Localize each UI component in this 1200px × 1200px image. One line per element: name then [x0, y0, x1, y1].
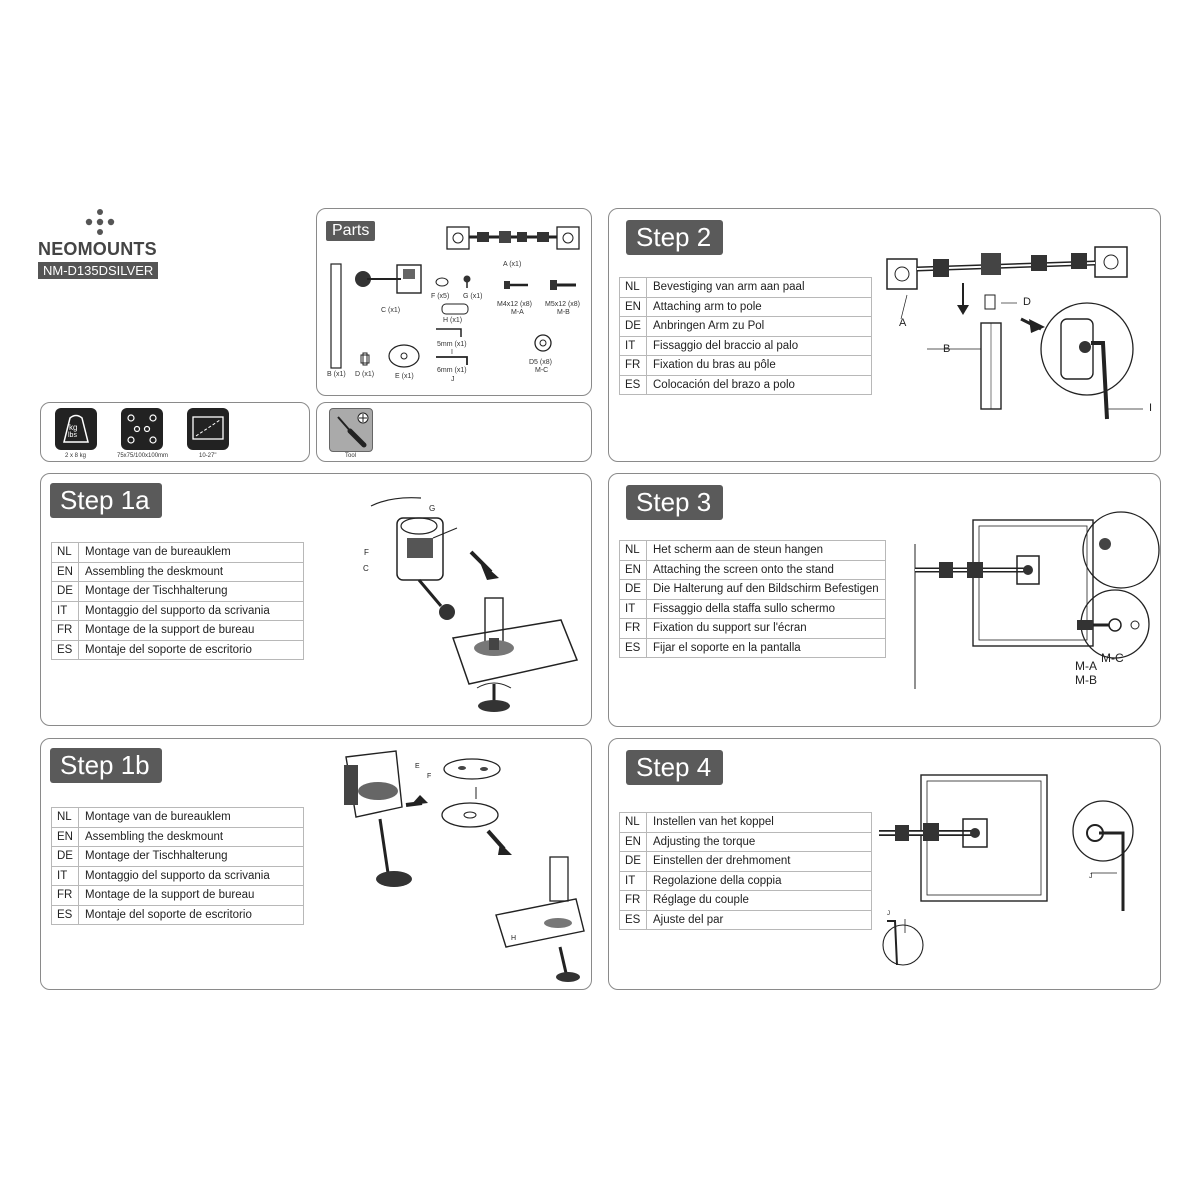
specs-panel: [40, 402, 310, 462]
base-plate-part-illustration: [387, 343, 421, 369]
instruction-text: Réglage du couple: [647, 891, 872, 911]
language-row: [52, 866, 304, 886]
language-code: FR: [620, 891, 647, 911]
step1b-panel: [40, 738, 592, 990]
language-row: [620, 638, 886, 658]
instruction-text: Montage van de bureauklem: [79, 808, 304, 828]
language-row: [620, 871, 872, 891]
language-code: ES: [52, 640, 79, 660]
language-code: NL: [620, 278, 647, 298]
instruction-text: Attaching arm to pole: [647, 297, 872, 317]
language-code: EN: [620, 832, 647, 852]
language-row: [52, 601, 304, 621]
step4-title: Step 4: [626, 750, 723, 785]
step1a-clamp-illustration: [361, 488, 581, 718]
tool-label: Tool: [345, 453, 357, 459]
language-row: [620, 580, 886, 600]
step1a-panel: [40, 473, 592, 726]
language-row: [52, 886, 304, 906]
language-code: DE: [52, 582, 79, 602]
instruction-text: Fissaggio del braccio al palo: [647, 336, 872, 356]
language-code: EN: [52, 562, 79, 582]
language-row: [620, 317, 872, 337]
language-row: [620, 560, 886, 580]
clamp-part-illustration: [353, 261, 425, 301]
instruction-text: Instellen van het koppel: [647, 813, 872, 833]
screen-size-value: 10-27": [199, 453, 217, 459]
instruction-text: Einstellen der drehmoment: [647, 852, 872, 872]
language-code: EN: [620, 560, 647, 580]
step1b-label-h: H: [511, 935, 517, 942]
step4-panel: [608, 738, 1161, 990]
step1a-title: Step 1a: [50, 483, 162, 518]
step1b-title: Step 1b: [50, 748, 162, 783]
step2-arm-pole-illustration: [881, 239, 1151, 451]
instruction-text: Het scherm aan de steun hangen: [647, 541, 886, 561]
language-row: [52, 543, 304, 563]
part-i-size-label: 5mm (x1): [437, 341, 467, 348]
part-f-label: F (x5): [431, 293, 450, 300]
screw-m5-part-illustration: [549, 279, 577, 291]
weight-icon-kg: kg: [69, 423, 78, 432]
language-code: ES: [620, 638, 647, 658]
instruction-text: Montaggio del supporto da scrivania: [79, 601, 304, 621]
instruction-text: Montaggio del supporto da scrivania: [79, 866, 304, 886]
language-code: NL: [52, 808, 79, 828]
adapter-part-illustration: [359, 353, 371, 365]
step1a-label-f: F: [364, 548, 369, 557]
instruction-text: Assembling the deskmount: [79, 562, 304, 582]
language-row: [52, 562, 304, 582]
step1b-language-table: [51, 807, 304, 925]
language-code: DE: [620, 580, 647, 600]
screw-m4-part-illustration: [503, 279, 529, 291]
part-mc-label: M-C: [535, 367, 549, 374]
step3-label-mc: M-C: [1101, 651, 1124, 665]
language-row: [620, 297, 872, 317]
step2-title: Step 2: [626, 220, 723, 255]
arm-part-illustration: [443, 223, 583, 259]
instruction-text: Fijar el soporte en la pantalla: [647, 638, 886, 658]
instruction-text: Regolazione della coppia: [647, 871, 872, 891]
step2-label-b: B: [943, 343, 951, 355]
language-code: IT: [620, 336, 647, 356]
instruction-text: Montaje del soporte de escritorio: [79, 905, 304, 925]
language-code: IT: [620, 871, 647, 891]
language-row: [52, 827, 304, 847]
instruction-text: Adjusting the torque: [647, 832, 872, 852]
language-row: [52, 808, 304, 828]
part-i-label: I: [451, 349, 453, 356]
screw-g-part-illustration: [461, 275, 473, 289]
part-g-label: G (x1): [463, 293, 483, 300]
language-code: DE: [52, 847, 79, 867]
weight-value: 2 x 8 kg: [65, 453, 87, 459]
language-row: [620, 336, 872, 356]
part-ma-label: M-A: [511, 309, 524, 316]
step4-label-j: J: [1089, 873, 1093, 880]
step1b-label-e: E: [415, 763, 420, 770]
language-row: [620, 599, 886, 619]
language-code: EN: [620, 297, 647, 317]
washer-d5-part-illustration: [533, 333, 553, 353]
language-row: [620, 278, 872, 298]
language-code: IT: [620, 599, 647, 619]
weight-icon: [55, 408, 97, 450]
part-d-label: D (x1): [355, 371, 375, 378]
language-code: ES: [620, 375, 647, 395]
step3-label-ma: M-A: [1075, 659, 1097, 673]
language-row: [52, 847, 304, 867]
language-row: [620, 852, 872, 872]
language-row: [620, 910, 872, 930]
language-row: [52, 905, 304, 925]
instruction-text: Montaje del soporte de escritorio: [79, 640, 304, 660]
part-j-size-label: 6mm (x1): [437, 367, 467, 374]
step3-title: Step 3: [626, 485, 723, 520]
instruction-text: Montage de la support de bureau: [79, 621, 304, 641]
step3-screen-mount-illustration: [905, 514, 1155, 694]
step1b-assembly-illustration: [336, 747, 586, 987]
vesa-icon: [121, 408, 163, 450]
step4-torque-illustration: [873, 769, 1153, 989]
language-code: DE: [620, 317, 647, 337]
language-code: IT: [52, 601, 79, 621]
instruction-text: Fixation du bras au pôle: [647, 356, 872, 376]
language-row: [52, 640, 304, 660]
language-row: [620, 619, 886, 639]
instruction-text: Bevestiging van arm aan paal: [647, 278, 872, 298]
part-a-label: A (x1): [503, 261, 522, 268]
language-row: [620, 891, 872, 911]
step2-label-d: D: [1023, 296, 1031, 308]
language-row: [620, 375, 872, 395]
language-code: IT: [52, 866, 79, 886]
part-mc-size-label: D5 (x8): [529, 359, 552, 366]
language-row: [620, 356, 872, 376]
language-row: [52, 582, 304, 602]
step1a-language-table: [51, 542, 304, 660]
step3-panel: [608, 473, 1161, 727]
language-code: ES: [620, 910, 647, 930]
language-code: FR: [52, 621, 79, 641]
part-mb-label: M-B: [557, 309, 570, 316]
part-e-label: E (x1): [395, 373, 414, 380]
allen-key-6mm-illustration: [435, 355, 471, 367]
instruction-text: Colocación del brazo a polo: [647, 375, 872, 395]
parts-title: Parts: [326, 221, 375, 241]
weight-icon-lbs: lbs: [68, 432, 77, 439]
language-row: [620, 813, 872, 833]
step4-label-j-small: J: [887, 911, 890, 917]
instruction-text: Anbringen Arm zu Pol: [647, 317, 872, 337]
step3-language-table: [619, 540, 886, 658]
instruction-text: Fissaggio della staffa sullo schermo: [647, 599, 886, 619]
instruction-text: Fixation du support sur l'écran: [647, 619, 886, 639]
language-code: FR: [620, 356, 647, 376]
step2-panel: [608, 208, 1161, 462]
spacer-part-illustration: [441, 303, 469, 315]
language-code: ES: [52, 905, 79, 925]
instruction-text: Die Halterung auf den Bildschirm Befestigen: [647, 580, 886, 600]
step2-label-a: A: [899, 317, 907, 329]
part-j-label: J: [451, 376, 455, 383]
language-code: FR: [52, 886, 79, 906]
step1a-label-g: G: [429, 504, 436, 513]
language-code: FR: [620, 619, 647, 639]
instruction-text: Assembling the deskmount: [79, 827, 304, 847]
language-row: [620, 541, 886, 561]
part-c-label: C (x1): [381, 307, 401, 314]
instruction-text: Ajuste del par: [647, 910, 872, 930]
language-row: [620, 832, 872, 852]
screwdriver-icon: [329, 408, 373, 452]
allen-key-5mm-illustration: [435, 327, 465, 339]
tool-panel: [316, 402, 592, 462]
parts-panel: [316, 208, 592, 396]
step2-label-i: I: [1149, 402, 1153, 414]
part-b-label: B (x1): [327, 371, 346, 378]
brand-logo-icon: [80, 208, 120, 236]
step1b-label-f: F: [427, 773, 432, 780]
language-code: EN: [52, 827, 79, 847]
step3-label-mb: M-B: [1075, 673, 1097, 687]
instruction-text: Attaching the screen onto the stand: [647, 560, 886, 580]
part-h-label: H (x1): [443, 317, 463, 324]
step4-language-table: [619, 812, 872, 930]
language-code: DE: [620, 852, 647, 872]
step2-language-table: [619, 277, 872, 395]
step1a-label-c: C: [363, 564, 369, 573]
language-code: NL: [620, 541, 647, 561]
screen-size-icon: [187, 408, 229, 450]
pole-part-illustration: [329, 263, 343, 369]
part-ma-size-label: M4x12 (x8): [497, 301, 533, 308]
washer-part-illustration: [435, 277, 449, 287]
instruction-text: Montage de la support de bureau: [79, 886, 304, 906]
instruction-text: Montage van de bureauklem: [79, 543, 304, 563]
vesa-value: 75x75/100x100mm: [117, 453, 169, 459]
language-code: NL: [620, 813, 647, 833]
part-mb-size-label: M5x12 (x8): [545, 301, 581, 308]
language-code: NL: [52, 543, 79, 563]
brand-name: NEOMOUNTS: [38, 239, 157, 259]
language-row: [52, 621, 304, 641]
instruction-text: Montage der Tischhalterung: [79, 847, 304, 867]
model-badge: NM-D135DSILVER: [38, 262, 158, 279]
instruction-text: Montage der Tischhalterung: [79, 582, 304, 602]
